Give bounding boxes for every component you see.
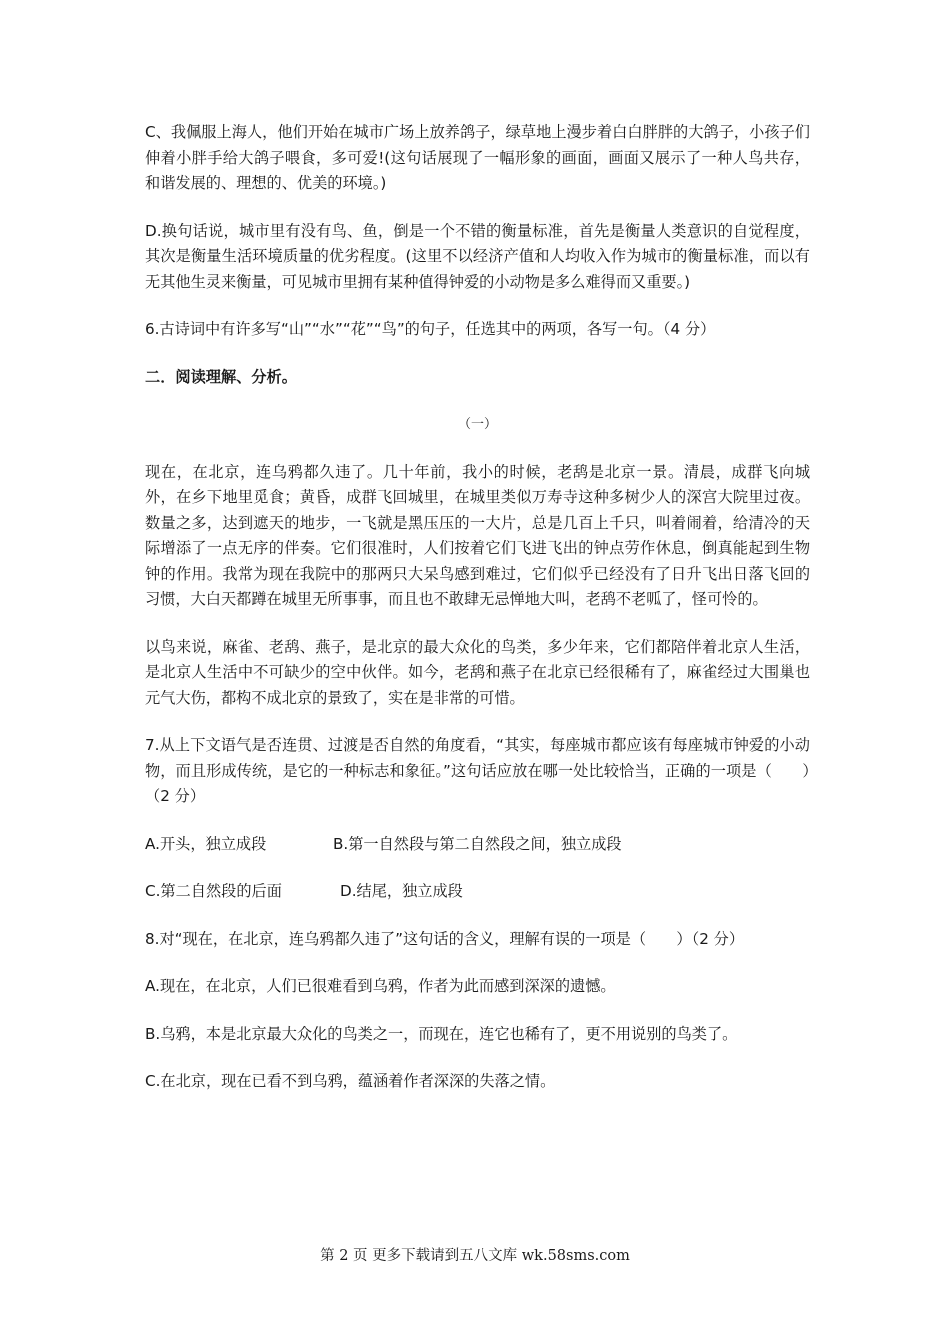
question-8-option-c: C.在北京，现在已看不到乌鸦，蕴涵着作者深深的失落之情。 — [145, 1072, 556, 1090]
option-c-paragraph: C、我佩服上海人，他们开始在城市广场上放养鸽子，绿草地上漫步着白白胖胖的大鸽子，小孩子们伸着小胖手给大鸽子喂食，多可爱!(这句话展现了一幅形象的画面，画面又展示了一种人鸟共存，和谐发展的、理想的、优美的环境。) — [145, 123, 810, 192]
question-8: 8.对“现在，在北京，连乌鸦都久违了”这句话的含义，理解有误的一项是（ ）（2 分） — [145, 929, 745, 948]
page-footer: 第 2 页 更多下载请到五八文库 wk.58sms.com — [320, 1248, 630, 1264]
passage-paragraph-2: 以鸟来说，麻雀、老鸹、燕子，是北京的最大众化的鸟类，多少年来，它们都陪伴着北京人生活，是北京人生活中不可缺少的空中伙伴。如今，老鸹和燕子在北京已经很稀有了，麻雀经过大围巢也元气大伤，都构不成北京的景致了，实在是非常的可惜。 — [145, 637, 810, 707]
section-heading: 二．阅读理解、分析。 — [145, 367, 297, 386]
question-8-option-a: A.现在，在北京，人们已很难看到乌鸦，作者为此而感到深深的遗憾。 — [145, 977, 616, 995]
option-d-paragraph: D.换句话说，城市里有没有鸟、鱼，倒是一个不错的衡量标准，首先是衡量人类意识的自觉程度，其次是衡量生活环境质量的优劣程度。(这里不以经济产值和人均收入作为城市的衡量标准，而以有无其他生灵来衡量，可见城市里拥有某种值得钟爱的小动物是多么难得而又重要。) — [145, 221, 810, 291]
question-7-option-c: C.第二自然段的后面 — [145, 882, 282, 900]
question-7-options-row-2 — [145, 879, 810, 905]
question-6: 6.古诗词中有许多写“山”“水”“花”“鸟”的句子，任选其中的两项，各写一句。（4 分） — [145, 320, 716, 338]
question-7-options-row-1 — [145, 832, 810, 858]
question-7-option-b: B.第一自然段与第二自然段之间，独立成段 — [333, 834, 622, 853]
document-body — [145, 120, 810, 1095]
question-8-option-b: B.乌鸦，本是北京最大众化的鸟类之一，而现在，连它也稀有了，更不用说别的鸟类了。 — [145, 1024, 738, 1043]
passage-paragraph-1: 现在，在北京，连乌鸦都久违了。几十年前，我小的时候，老鸹是北京一景。清晨，成群飞向城外，在乡下地里觅食；黄昏，成群飞回城里，在城里类似万寿寺这种多树少人的深宫大院里过夜。数量之多，达到遮天的地步，一飞就是黑压压的一大片，总是几百上千只，叫着闹着，给清冷的天际增添了一点无序的伴奏。它们很准时，人们按着它们飞进飞出的钟点劳作休息，倒真能起到生物钟的作用。我常为现在我院中的那两只大呆鸟感到难过，它们似乎已经没有了日升飞出日落飞回的习惯，大白天都蹲在城里无所事事，而且也不敢肆无忌惮地大叫，老鸹不老呱了，怪可怜的。 — [145, 462, 810, 608]
passage-marker: （一） — [457, 417, 497, 432]
question-7-option-d: D.结尾，独立成段 — [340, 882, 463, 900]
question-7-option-a: A.开头，独立成段 — [145, 834, 267, 853]
question-7: 7.从上下文语气是否连贯、过渡是否自然的角度看，“其实，每座城市都应该有每座城市钟爱的小动物，而且形成传统，是它的一种标志和象征。”这句话应放在哪一处比较恰当，正确的一项是（ ）（2 分） — [145, 736, 810, 805]
